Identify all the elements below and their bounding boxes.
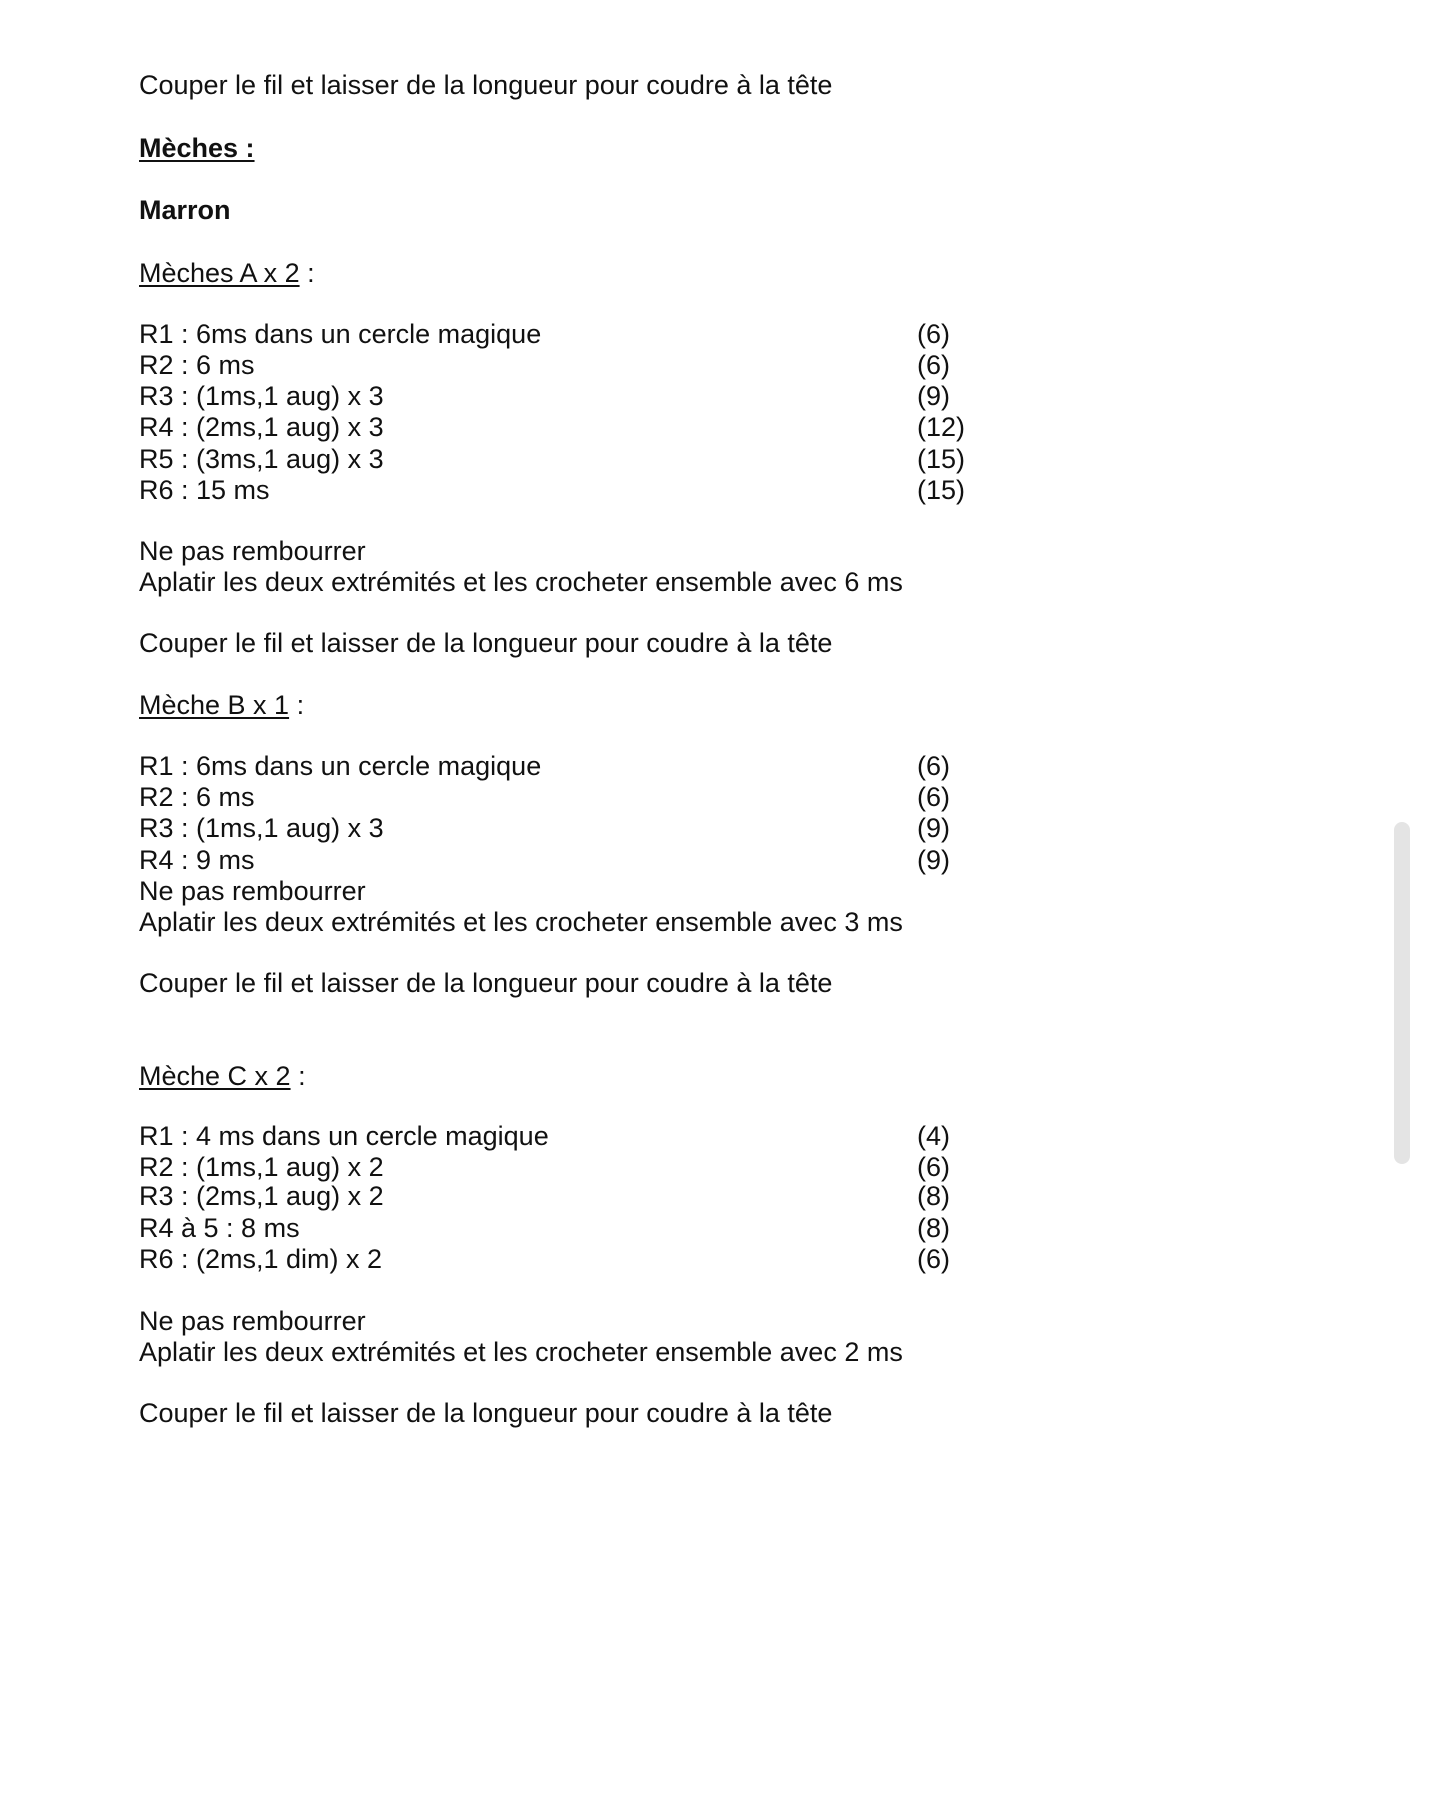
part-a-title: Mèches A x 2 (139, 258, 300, 288)
part-b-count-2: (6) (917, 782, 950, 812)
part-c-count-4: (8) (917, 1213, 950, 1243)
part-a-note-flatten: Aplatir les deux extrémités et les crocheter ensemble avec 6 ms (139, 567, 903, 597)
part-b-note-flatten: Aplatir les deux extrémités et les crocheter ensemble avec 3 ms (139, 907, 903, 937)
part-c-row-3: R3 : (2ms,1 aug) x 2 (139, 1181, 384, 1211)
vertical-scrollbar[interactable] (1394, 822, 1410, 1164)
part-c-row-2: R2 : (1ms,1 aug) x 2 (139, 1152, 384, 1182)
part-a-count-5: (15) (917, 444, 966, 474)
part-b-row-2: R2 : 6 ms (139, 782, 255, 812)
part-c-row-5: R6 : (2ms,1 dim) x 2 (139, 1244, 383, 1274)
part-c-note-flatten: Aplatir les deux extrémités et les crocheter ensemble avec 2 ms (139, 1337, 903, 1367)
part-b-count-4: (9) (917, 845, 950, 875)
part-a-cut-instruction: Couper le fil et laisser de la longueur pour coudre à la tête (139, 628, 833, 658)
part-a-count-6: (15) (917, 475, 966, 505)
part-c-note-stuffing: Ne pas rembourrer (139, 1306, 366, 1336)
part-a-row-2: R2 : 6 ms (139, 350, 255, 380)
section-title: Mèches : (139, 133, 255, 163)
part-a-note-stuffing: Ne pas rembourrer (139, 536, 366, 566)
intro-cut-instruction: Couper le fil et laisser de la longueur pour coudre à la tête (139, 70, 833, 100)
part-c-count-2: (6) (917, 1152, 950, 1182)
part-a-row-3: R3 : (1ms,1 aug) x 3 (139, 381, 384, 411)
part-b-row-1: R1 : 6ms dans un cercle magique (139, 751, 542, 781)
part-a-count-1: (6) (917, 319, 950, 349)
part-c-cut-instruction: Couper le fil et laisser de la longueur pour coudre à la tête (139, 1398, 833, 1428)
part-b-title-suffix: : (289, 690, 305, 720)
part-b-count-3: (9) (917, 813, 950, 843)
part-b-row-3: R3 : (1ms,1 aug) x 3 (139, 813, 384, 843)
part-b-heading (139, 689, 304, 721)
part-a-row-1: R1 : 6ms dans un cercle magique (139, 319, 542, 349)
part-c-heading (139, 1060, 306, 1092)
part-a-count-2: (6) (917, 350, 950, 380)
color-heading: Marron (139, 195, 231, 225)
part-c-count-3: (8) (917, 1181, 950, 1211)
part-b-note-stuffing: Ne pas rembourrer (139, 876, 366, 906)
part-a-count-4: (12) (917, 412, 966, 442)
part-c-title: Mèche C x 2 (139, 1061, 291, 1091)
part-b-title: Mèche B x 1 (139, 690, 290, 720)
part-a-heading (139, 257, 315, 289)
part-c-count-1: (4) (917, 1121, 950, 1151)
part-c-title-suffix: : (290, 1061, 306, 1091)
part-c-count-5: (6) (917, 1244, 950, 1274)
part-a-row-6: R6 : 15 ms (139, 475, 270, 505)
part-a-row-4: R4 : (2ms,1 aug) x 3 (139, 412, 384, 442)
part-a-row-5: R5 : (3ms,1 aug) x 3 (139, 444, 384, 474)
part-b-cut-instruction: Couper le fil et laisser de la longueur pour coudre à la tête (139, 968, 833, 998)
part-a-count-3: (9) (917, 381, 950, 411)
part-c-row-4: R4 à 5 : 8 ms (139, 1213, 300, 1243)
part-c-row-1: R1 : 4 ms dans un cercle magique (139, 1121, 549, 1151)
part-a-title-suffix: : (299, 258, 315, 288)
part-b-count-1: (6) (917, 751, 950, 781)
part-b-row-4: R4 : 9 ms (139, 845, 255, 875)
